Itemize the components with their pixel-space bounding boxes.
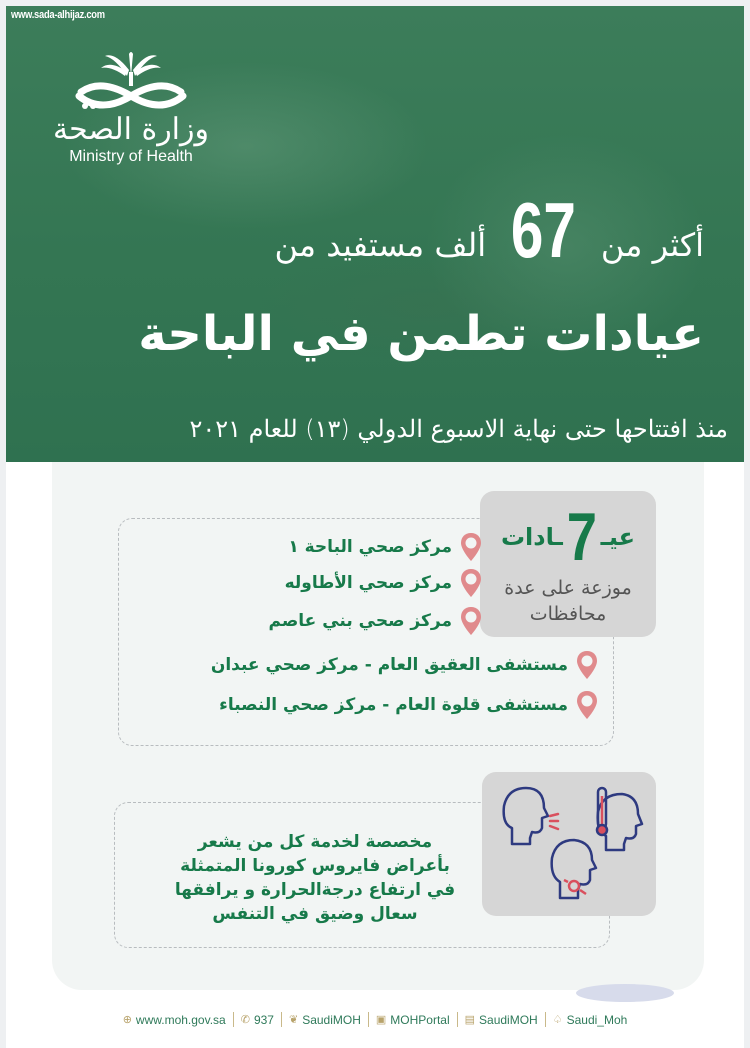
decorative-shadow	[576, 984, 674, 1002]
map-pin-icon	[460, 568, 482, 598]
content-panel	[52, 462, 704, 990]
symptoms-icons-box	[482, 772, 656, 916]
symptoms-description: مخصصة لخدمة كل من يشعر بأعراض فايروس كورونا المتمثلة في ارتفاع درجةالحرارة و يرافقها سعال وضيق في التنفس	[174, 832, 456, 924]
beneficiaries-number: 67	[510, 186, 577, 274]
footer-youtube[interactable]: ▣ MOHPortal	[375, 1012, 450, 1027]
beneficiaries-suffix: ألف مستفيد من	[274, 226, 487, 264]
cough-head-icon	[504, 788, 548, 844]
clinics-count: عيـ7ـادات	[500, 499, 636, 575]
twitter-icon: ❦	[288, 1014, 299, 1026]
footer-facebook[interactable]: ▤ SaudiMOH	[464, 1012, 538, 1027]
footer-twitter[interactable]: ❦ SaudiMOH	[288, 1012, 361, 1027]
footer-website[interactable]: ⊕ www.moh.gov.sa	[122, 1012, 226, 1027]
map-pin-icon	[460, 606, 482, 636]
page-title: عيادات تطمن في الباحة	[138, 306, 704, 362]
facebook-icon: ▤	[464, 1014, 476, 1026]
clinics-count-box	[480, 491, 656, 637]
location-item: مركز صحي بني عاصم	[269, 606, 482, 636]
location-item: مستشفى العقيق العام - مركز صحي عبدان	[211, 650, 598, 680]
beneficiaries-line	[274, 186, 704, 274]
footer-snapchat[interactable]: ♤ Saudi_Moh	[552, 1012, 628, 1027]
location-item: مركز صحي الباحة ١	[288, 532, 482, 562]
palm-swords-emblem-icon	[71, 48, 191, 110]
footer-contacts	[6, 1012, 744, 1027]
footer-phone[interactable]: ✆ 937	[240, 1012, 274, 1027]
map-pin-icon	[460, 532, 482, 562]
location-item: مستشفى قلوة العام - مركز صحي النصباء	[219, 690, 598, 720]
map-pin-icon	[576, 690, 598, 720]
map-pin-icon	[576, 650, 598, 680]
beneficiaries-prefix: أكثر من	[600, 226, 704, 264]
page-subtitle: منذ افتتاحها حتى نهاية الاسبوع الدولي (١٣) للعام ٢٠٢١	[189, 415, 728, 443]
infographic-page	[6, 6, 744, 1048]
symptom-heads-icon	[482, 772, 656, 916]
phone-icon: ✆	[240, 1014, 250, 1026]
fever-head-icon	[598, 794, 642, 850]
logo-arabic: وزارة الصحة	[53, 112, 209, 147]
snapchat-icon: ♤	[552, 1014, 563, 1026]
logo-english: Ministry of Health	[69, 148, 193, 165]
globe-icon: ⊕	[122, 1014, 132, 1026]
youtube-icon: ▣	[375, 1014, 387, 1026]
moh-logo	[46, 48, 216, 166]
location-item: مركز صحي الأطاوله	[285, 568, 482, 598]
sore-throat-head-icon	[552, 840, 596, 898]
watermark: www.sada-alhijaz.com	[11, 9, 105, 21]
hero-banner	[6, 6, 744, 462]
clinics-distribution: موزعة على عدة محافظات	[504, 577, 632, 625]
